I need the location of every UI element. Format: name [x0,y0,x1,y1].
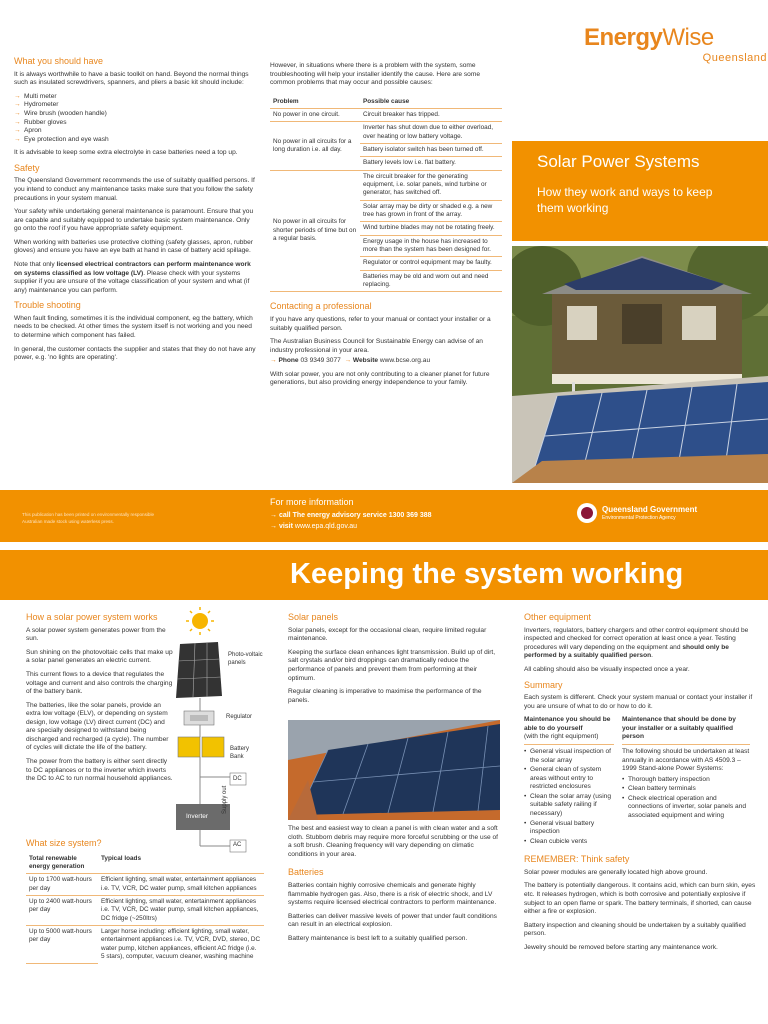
supply-label: Supply out [222,785,228,814]
banner-title: Keeping the system working [290,558,684,590]
list-item: • General visual battery inspection [524,820,614,837]
problem-cell: No power in one circuit. [270,109,360,122]
energy-cell: Up to 1700 watt-hours per day [26,874,98,896]
table-row [270,96,502,109]
energy-cell: Up to 2400 watt-hours per day [26,896,98,926]
logo-bold-text: Energy [584,24,663,51]
hero-subtitle: How they work and ways to keep them working [537,185,713,216]
summary-right-list [622,776,750,821]
contact-details [270,357,502,366]
problem-cell: No power in all circuits for shorter periods of time but on a regular basis. [270,170,360,292]
dc-label: DC [233,776,242,782]
hero-title: Solar Power Systems [537,152,700,171]
loads-cell: Efficient lighting, small water, entertainment appliances i.e. TV, VCR, DC water pump, small kitchen appliances [98,874,264,896]
summary-left-list [524,748,614,846]
other-text: . [651,652,653,660]
batteries-paragraph: Batteries can deliver massive levels of power that under fault conditions can result in an electrical explosion. [288,912,497,929]
summary-right-heading: Maintenance that should be done by your installer or a suitably qualified person [622,716,750,745]
how-paragraph: Sun shining on the photovoltaic cells that make up a solar panel generates an electric current. [26,648,173,665]
safety-heading: Safety [14,162,40,173]
list-item: → Multi meter [14,93,256,102]
sun-icon [186,607,214,635]
cause-cell: Inverter has shut down due to either overload, over heating or low battery voltage. [360,122,502,144]
visit-label: visit [278,522,293,530]
logo-region: Queensland [702,52,767,65]
how-heading: How a solar power system works [26,612,158,622]
other-equipment-heading: Other equipment [524,612,592,622]
solar-panels-heading: Solar panels [288,612,339,622]
panels-paragraph: Regular cleaning is imperative to maximise the performance of the panels. [288,688,482,704]
other-equipment-section [524,612,756,957]
call-label: call [278,511,291,519]
loads-cell: Larger horse including: efficient lighting, small water, entertainment appliances i.e. TV, VCR, DVD, stereo, DC water pump, kitchen appliances, efficient AC fridge (i.e. 5 stars), computer, vacuum cleaner, washing machine [101,927,261,960]
regulator-label: Regulator [226,714,253,720]
loads-header: Typical loads [98,853,264,874]
how-paragraph: This current flows to a device that regulates the voltage and current and also controls the charging of the battery bank. [26,670,173,696]
summary-intro: Each system is different. Check your system manual or contact your installer if you are unsure of what to do or how to do it. [524,694,753,710]
summary-columns [524,716,756,847]
how-paragraph: A solar power system generates power from the sun. [26,626,166,643]
trouble-paragraph: In general, the customer contacts the supplier and states that they do not have any power, e.g. 'no lights are operating'. [14,345,256,362]
size-heading: What size system? [26,838,102,848]
energy-header: Total renewable energy generation [26,853,98,874]
cause-cell: Circuit breaker has tripped. [360,109,502,122]
what-you-should-have-heading: What you should have [14,56,104,66]
house-photo-drawing [512,246,768,483]
remember-heading: REMEMBER: Think safety [524,854,630,865]
system-diagram [170,606,270,866]
solar-panels-section [288,612,502,710]
energywise-logo [584,22,768,65]
battery-label: Battery Bank [230,746,250,760]
pv-label: Photo-voltaic panels [228,652,263,666]
gov-agency: Environmental Protection Agency [602,515,676,521]
panels-paragraph: The best and easiest way to clean a panel is with clean water and a soft cloth. Stubborn debris may require more forceful scrubbing or the use of a soft brush. Cleaning frequency will vary depending on climatic conditions in your area. [288,825,499,858]
call-line [270,511,520,520]
table-row [270,109,502,122]
remember-paragraph: Battery inspection and cleaning should be undertaken by a suitably qualified person. [524,921,746,938]
how-paragraph: The power from the battery is either sent directly to DC appliances or to the inverter which inverts the DC to AC to run normal household appliances. [26,758,173,783]
size-section [26,838,264,964]
safety-note [14,261,256,295]
visit-link[interactable]: www.epa.qld.gov.au [294,522,358,530]
list-item: • Thorough battery inspection [622,776,750,785]
arrow-icon: → [344,357,352,365]
arrow-icon: → [270,357,277,365]
cause-cell: Regulator or control equipment may be faulty. [360,257,502,270]
list-item: → Hydrometer [14,101,256,110]
safety-paragraph: When working with batteries use protective clothing (safety glasses, apron, rubber gloves) and ensure you have an eye bath at hand in case of battery acid spillage. [14,238,253,255]
summary-right [622,716,750,847]
note-bold-text: licensed electrical contractors can perform maintenance work on systems classified as low voltage (LV) [14,260,251,277]
cause-cell: Wind turbine blades may not be rotating freely. [360,222,502,235]
website-label: Website [352,357,379,365]
phone-label: Phone [278,357,299,365]
safety-paragraph: The Queensland Government recommends the use of suitably qualified persons. If you intend to conduct any maintenance tasks make sure that you follow the safety precautions in your system manual. [14,177,255,202]
problem-cell: No power in all circuits for a long duration i.e. all day. [270,122,360,170]
remember-paragraph: Solar power modules are generally located high above ground. [524,868,708,876]
list-item: → Rubber gloves [14,119,256,128]
list-item: • General visual inspection of the solar array [524,748,614,765]
trouble-paragraph: When fault finding, sometimes it is the individual component, eg the battery, which needs to be checked. At other times the system itself is not working and you need to determine which component has failed. [14,314,253,339]
cause-cell: Battery isolator switch has been turned off. [360,144,502,157]
how-paragraph: The batteries, like the solar panels, provide an extra low voltage (ELV), or depending on system design, low voltage (LV) direct current (DC) and are specially designed to withstand being discharged and recharged (a cycle). The number of cycles will dictate the life of the battery. [26,701,169,752]
panels-paragraph: Keeping the surface clean enhances light transmission. Build up of dirt, salt crystals and/or bird droppings can dramatically reduce the performance of panels and prevent them from performing at their optimum. [288,648,496,682]
size-table [26,853,264,964]
list-item: → Wire brush (wooden handle) [14,110,256,119]
table-row [26,874,264,896]
remember-paragraph: Jewelry should be removed before starting any maintenance work. [524,943,718,951]
roof-panels-drawing [288,720,500,820]
table-row [270,122,502,144]
remember-paragraph: The battery is potentially dangerous. It contains acid, which can burn skin, eyes etc. It releases hydrogen, which is both corrosive and potentially explosive if subject to an open flame or spark. The battery terminals, if shorted, can cause either a fire or explosion. [524,882,756,916]
summary-right-intro: The following should be undertaken at least annually in accordance with AS 4509.3 – 1999 Stand-alone Power Systems: [622,748,750,773]
batteries-heading: Batteries [288,867,324,878]
info-band [0,490,768,542]
table-row [270,170,502,200]
electrolyte-text: It is advisable to keep some extra electrolyte in case batteries need a top up. [14,149,238,157]
troubleshoot-intro: However, in situations where there is a problem with the system, some troubleshooting will help your installer identify the cause. Here are some common problems that may occur and possible causes: [270,62,481,87]
list-item: • Clean the solar array (using suitable safety railing if necessary) [524,793,614,819]
cause-cell: Battery levels low i.e. flat battery. [360,157,502,170]
list-item: → Eye protection and eye wash [14,136,256,145]
list-item: • Clean battery terminals [622,785,750,794]
panels-paragraph: Solar panels, except for the occasional clean, require limited regular maintenance. [288,626,487,643]
table-row [26,925,264,963]
list-item: → Apron [14,127,256,136]
energy-cell: Up to 5000 watt-hours per day [26,925,98,963]
list-item: • Clean cubicle vents [524,838,614,847]
safety-paragraph: Your safety while undertaking general maintenance is paramount. Ensure that you are capable and suitably equipped to undertake basic system maintenance. Only go onto the roof if you have appropriate safety equipment. [14,208,254,233]
cause-cell: Energy usage in the house has increased to more than the system has been designed for. [360,235,502,257]
disclaimer [22,512,154,526]
batteries-paragraph: Batteries contain highly corrosive chemicals and generate highly flammable hydrogen gas. Also, there is a risk of electric shock, and LV systems require licensed electrical contractors to perform maintenance. [288,881,497,907]
contact-paragraph: The Australian Business Council for Sustainable Energy can advise of an industry professional in your area. [270,338,483,354]
visit-line [270,522,520,531]
batteries-paragraph: Battery maintenance is best left to a suitably qualified person. [288,934,468,942]
contact-paragraph: If you have any questions, refer to your manual or contact your installer or a suitably qualified person. [270,315,491,332]
crest-icon [576,502,598,524]
note-text: . Please check with your systems supplier if you are unsure of the voltage classification of your system and what (if any) maintenance you can perform. [14,269,250,294]
tool-list [14,93,256,144]
other-bold-text: should only be performed by a suitably qualified person [524,643,729,660]
disclaimer-line: Australian made stock using waterless press. [22,518,114,524]
other-text: Inverters, regulators, battery chargers and other control equipment should be inspected and checked for correct operation at least once a year. Testing procedures will vary depending on the equipment and [524,626,749,651]
loads-cell: Efficient lighting, small water, entertainment appliances i.e. TV, VCR, DC water pump, small kitchen appliances, DC fridge (~250ltrs) [98,896,264,926]
toolkit-intro: It is always worthwhile to have a basic toolkit on hand. Beyond the normal things such as insulated screwdrivers, spanners, and pliers a basic kit should include: [14,70,249,87]
cause-cell: Batteries may be old and worn out and need replacing. [360,270,502,292]
contact-paragraph: With solar power, you are not only contributing to a cleaner planet for future generations, but also providing energy independence to your family. [270,370,490,387]
trouble-shooting-heading: Trouble shooting [14,300,81,311]
ac-label: AC [233,842,242,848]
cause-cell: Solar array may be dirty or shaded e.g. a new tree has grown in front of the array. [360,200,502,222]
table-row [26,896,264,926]
contacting-heading: Contacting a professional [270,301,372,312]
troubleshoot-table [270,96,502,293]
panels-cleaning [288,825,502,948]
banner [0,550,768,600]
phone-number[interactable]: 03 9349 3077 [300,357,341,365]
arrow-icon: → [270,522,277,530]
house-photo [512,246,768,483]
summary-heading: Summary [524,679,563,690]
hero-panel [512,141,768,241]
inverter-label: Inverter [186,813,209,820]
problem-header: Problem [270,96,360,109]
column-one [14,56,256,368]
other-paragraph: All cabling should also be visually inspected once a year. [524,665,690,673]
disclaimer-line: This publication has been printed on environmentally responsible [22,512,155,517]
more-info-block [270,497,520,531]
gov-name: Queensland Government [602,505,698,514]
system-diagram-drawing [170,606,270,866]
call-text[interactable]: The energy advisory service 1300 369 388 [292,511,432,519]
column-two [270,62,502,393]
note-text: Note that only [14,260,57,268]
table-row [26,853,264,874]
arrow-icon: → [270,511,277,519]
more-info-heading: For more information [270,497,354,507]
list-item: • General clean of system areas without entry to restricted enclosures [524,766,614,792]
cause-header: Possible cause [360,96,502,109]
other-paragraph [524,627,756,661]
summary-left [524,716,614,847]
roof-panels-photo [288,720,500,820]
list-item: • Check electrical operation and connections of inverter, solar panels and associated equipment and wiring [622,795,750,821]
summary-left-heading: Maintenance you should be able to do yourself [524,716,611,732]
logo-light-text: Wise [662,24,714,51]
website-link[interactable]: www.bcse.org.au [379,357,431,365]
summary-left-subheading: (with the right equipment) [524,733,614,745]
cause-cell: The circuit breaker for the generating equipment, i.e. solar panels, wind turbine or generator, has switched off. [360,170,502,200]
